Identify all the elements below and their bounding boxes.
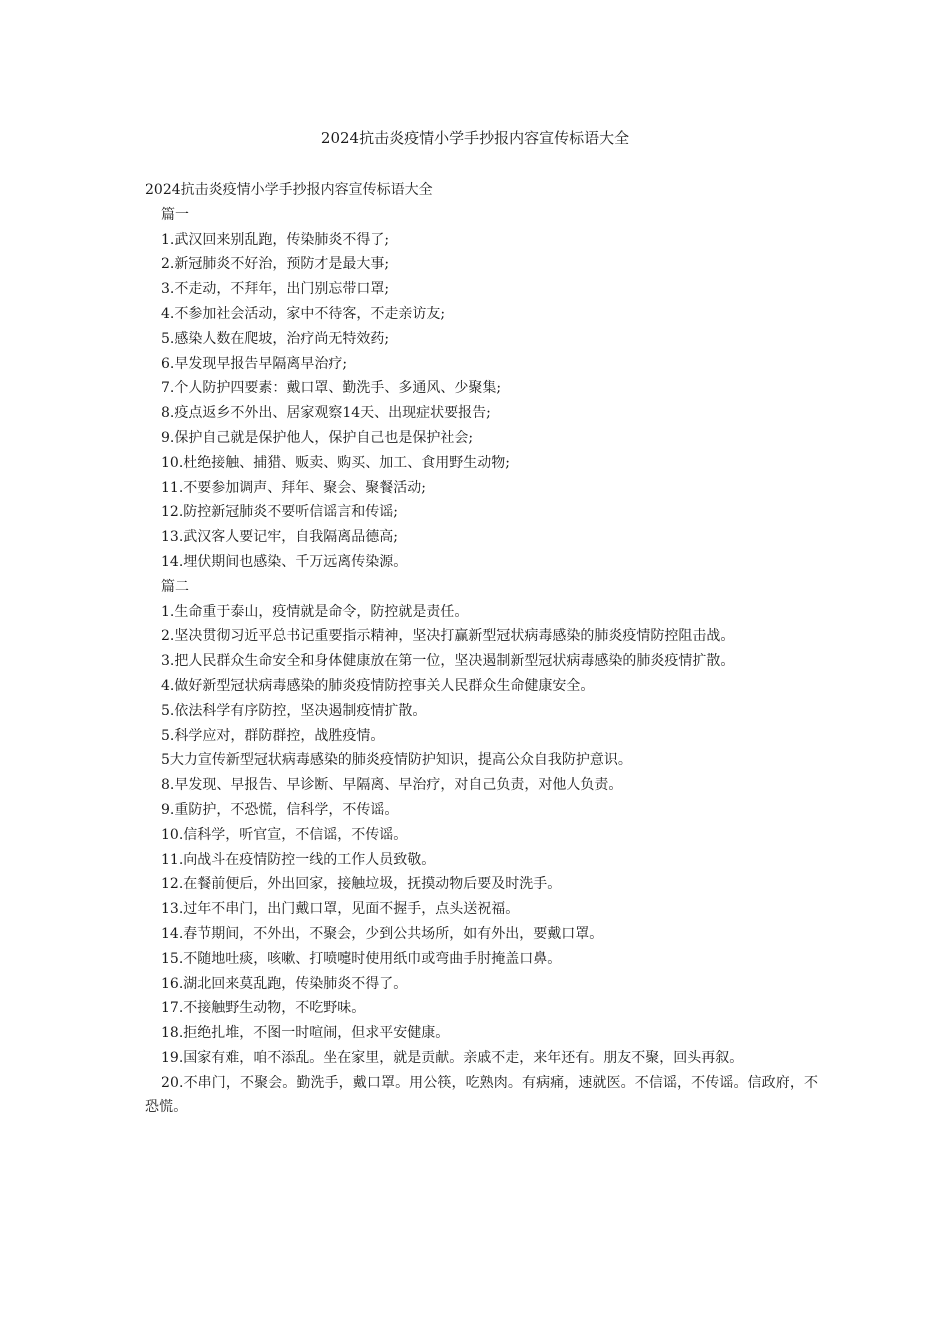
list-item: 9.保护自己就是保护他人，保护自己也是保护社会;: [161, 429, 474, 446]
list-item: 17.不接触野生动物，不吃野味。: [161, 1000, 366, 1017]
list-item: 2.新冠肺炎不好治，预防才是最大事;: [161, 256, 390, 273]
list-item: 5.科学应对，群防群控，战胜疫情。: [161, 727, 385, 744]
document-title: 2024抗击炎疫情小学手抄报内容宣传标语大全: [320, 129, 630, 147]
list-item: 3.不走动，不拜年，出门别忘带口罩;: [161, 281, 390, 298]
list-item: 13.武汉客人要记牢，自我隔离品德高;: [161, 529, 398, 546]
body-heading: 2024抗击炎疫情小学手抄报内容宣传标语大全: [145, 182, 433, 198]
list-item: 18.拒绝扎堆，不图一时喧闹，但求平安健康。: [161, 1025, 450, 1042]
list-item: 15.不随地吐痰，咳嗽、打喷嚏时使用纸巾或弯曲手肘掩盖口鼻。: [161, 950, 562, 967]
list-item: 10.信科学，听官宣，不信谣，不传谣。: [161, 826, 408, 843]
list-item: 13.过年不串门，出门戴口罩，见面不握手，点头送祝福。: [161, 901, 520, 918]
list-item: 11.向战斗在疫情防控一线的工作人员致敬。: [161, 851, 436, 868]
list-item: 12.在餐前便后，外出回家，接触垃圾，抚摸动物后要及时洗手。: [161, 876, 562, 893]
section-two: [145, 575, 825, 1121]
list-item: 14.春节期间，不外出，不聚会，少到公共场所，如有外出，要戴口罩。: [161, 925, 604, 942]
list-item: 9.重防护，不恐慌，信科学，不传谣。: [161, 801, 399, 818]
section-label: 篇二: [161, 578, 189, 595]
section-label: 篇一: [161, 206, 189, 223]
list-item: 4.不参加社会活动，家中不待客，不走亲访友;: [161, 305, 446, 322]
list-item: 4.做好新型冠状病毒感染的肺炎疫情防控事关人民群众生命健康安全。: [161, 677, 595, 694]
list-item: 8.早发现、早报告、早诊断、早隔离、早治疗，对自己负责，对他人负责。: [161, 777, 623, 794]
list-item: 3.把人民群众生命安全和身体健康放在第一位，坚决遏制新型冠状病毒感染的肺炎疫情扩散。: [161, 653, 735, 670]
list-item: 20.不串门，不聚会。勤洗手，戴口罩。用公筷，吃熟肉。有病痛，速就医。不信谣，不传谣。信政府，不恐慌。: [145, 1074, 819, 1116]
list-item: 1.武汉回来别乱跑，传染肺炎不得了;: [161, 231, 390, 248]
list-item: 19.国家有难，咱不添乱。坐在家里，就是贡献。亲戚不走，来年还有。朋友不聚，回头再叙。: [161, 1049, 744, 1066]
list-item: 12.防控新冠肺炎不要听信谣言和传谣;: [161, 504, 398, 521]
list-item: 8.疫点返乡不外出、居家观察14天、出现症状要报告;: [161, 405, 491, 422]
list-item: 5.依法科学有序防控，坚决遏制疫情扩散。: [161, 702, 427, 719]
document-body: [145, 178, 825, 1120]
list-item: 1.生命重于泰山，疫情就是命令，防控就是责任。: [161, 603, 469, 620]
list-item: 11.不要参加调声、拜年、聚会、聚餐活动;: [161, 479, 426, 496]
list-item: 7.个人防护四要素：戴口罩、勤洗手、多通风、少聚集;: [161, 380, 502, 397]
list-item: 14.埋伏期间也感染、千万远离传染源。: [161, 553, 408, 570]
list-item: 16.湖北回来莫乱跑，传染肺炎不得了。: [161, 975, 408, 992]
section-one: [145, 203, 825, 575]
list-item: 2.坚决贯彻习近平总书记重要指示精神，坚决打赢新型冠状病毒感染的肺炎疫情防控阻击战。: [161, 628, 735, 645]
list-item: 5大力宣传新型冠状病毒感染的肺炎疫情防护知识，提高公众自我防护意识。: [161, 752, 632, 769]
list-item: 6.早发现早报告早隔离早治疗;: [161, 355, 348, 372]
list-item: 10.杜绝接触、捕猎、贩卖、购买、加工、食用野生动物;: [161, 454, 510, 471]
list-item: 5.感染人数在爬坡，治疗尚无特效药;: [161, 330, 390, 347]
